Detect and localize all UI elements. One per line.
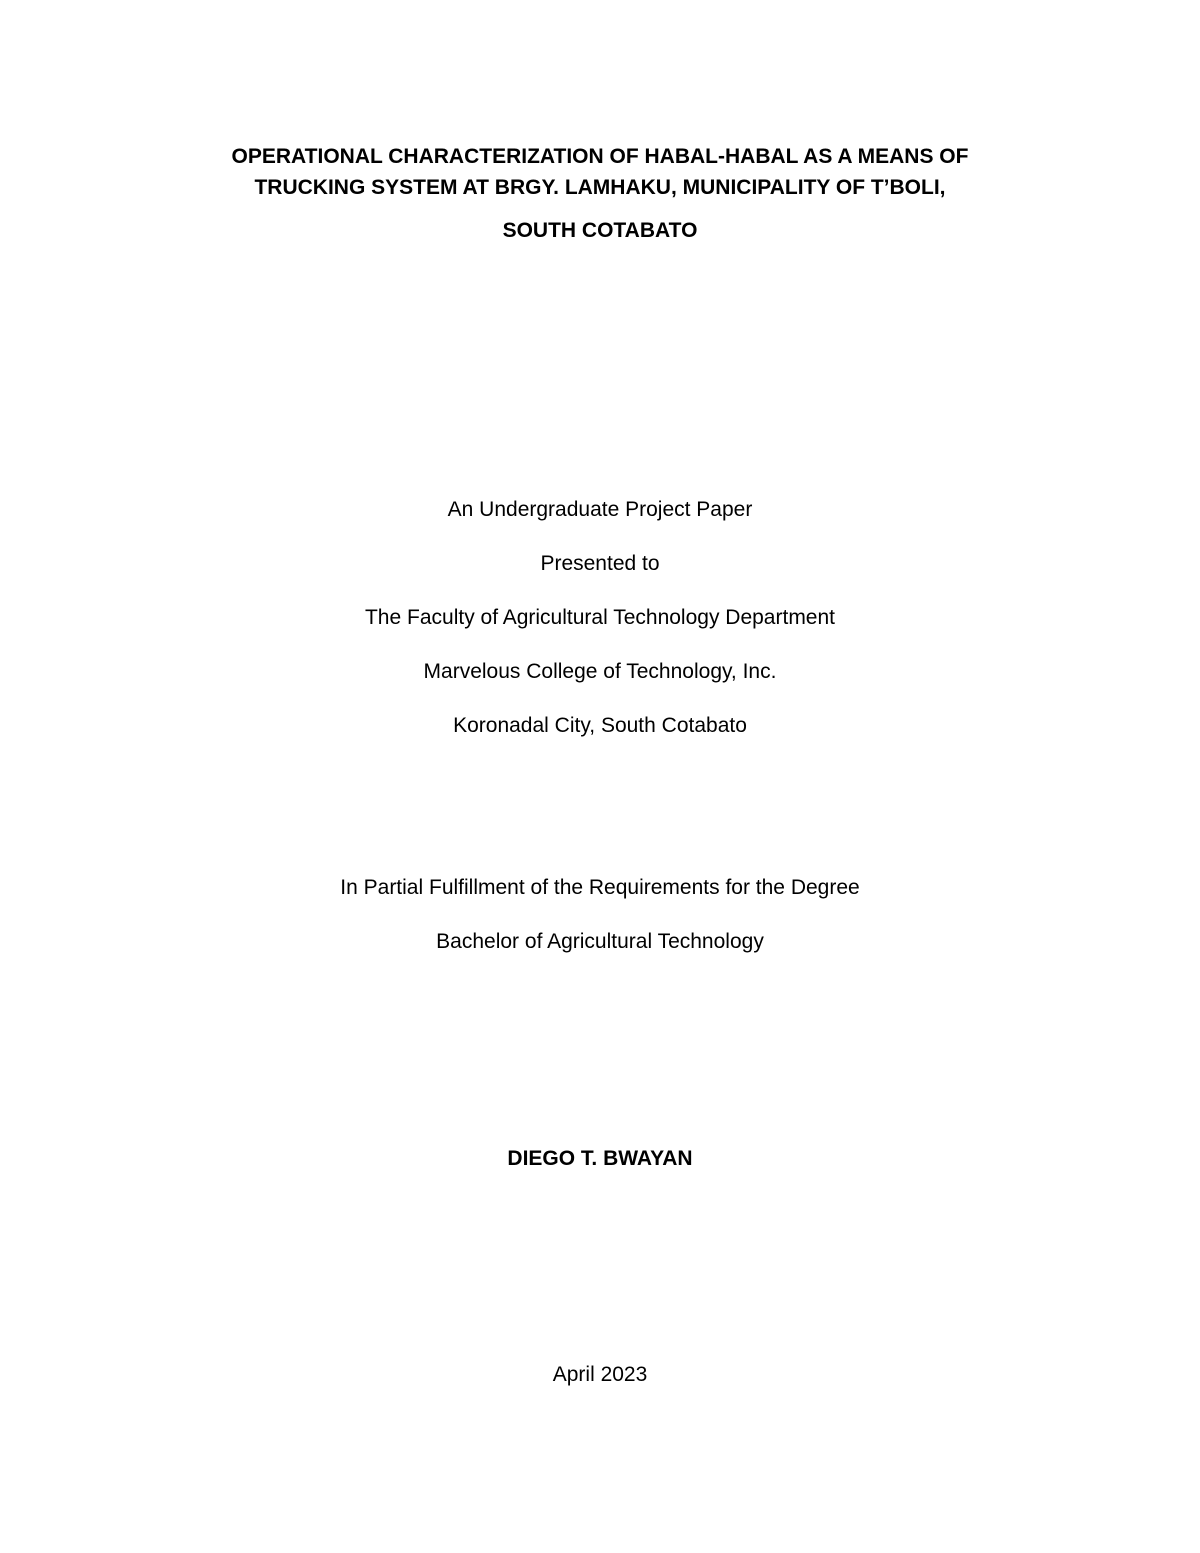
- institution-location: Koronadal City, South Cotabato: [453, 714, 747, 737]
- institution-name: Marvelous College of Technology, Inc.: [423, 660, 777, 683]
- submission-date: April 2023: [552, 1363, 648, 1386]
- faculty-name: The Faculty of Agricultural Technology Department: [364, 606, 836, 629]
- degree-name: Bachelor of Agricultural Technology: [436, 930, 764, 953]
- title-line-1: OPERATIONAL CHARACTERIZATION OF HABAL-HABAL AS A MEANS OF: [231, 145, 969, 168]
- presented-to: Presented to: [540, 552, 660, 575]
- title-line-3: SOUTH COTABATO: [502, 219, 698, 242]
- paper-type: An Undergraduate Project Paper: [447, 498, 753, 521]
- author-name: DIEGO T. BWAYAN: [507, 1147, 693, 1170]
- fulfillment-statement: In Partial Fulfillment of the Requirements for the Degree: [340, 876, 860, 899]
- title-line-2: TRUCKING SYSTEM AT BRGY. LAMHAKU, MUNICIPALITY OF T’BOLI,: [254, 176, 946, 199]
